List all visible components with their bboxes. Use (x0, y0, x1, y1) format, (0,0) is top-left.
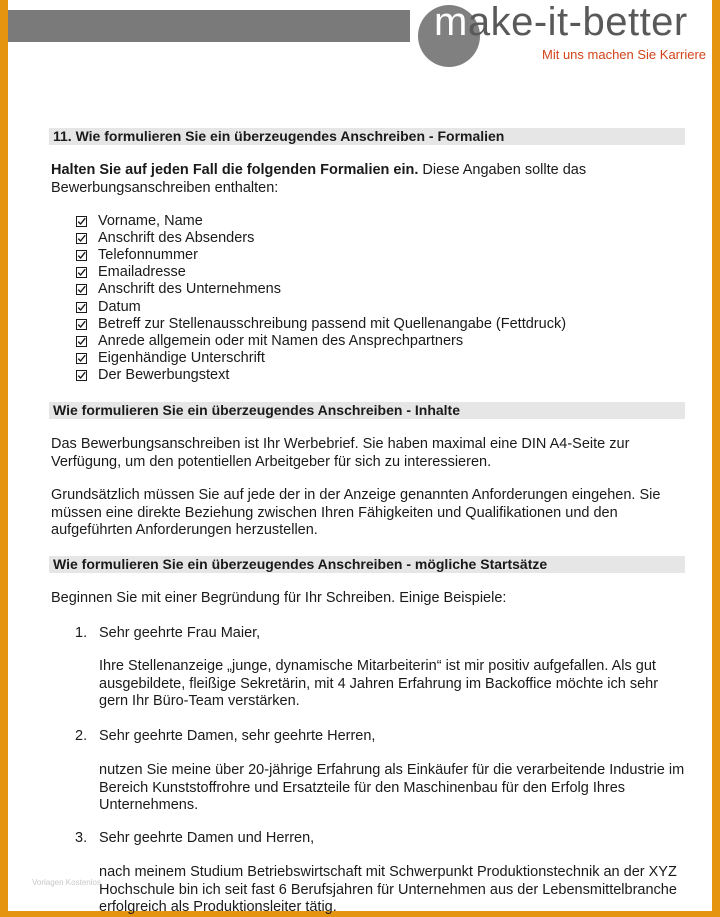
checked-checkbox-icon (76, 216, 87, 227)
inhalte-paragraph-2: Grundsätzlich müssen Sie auf jede der in der Anzeige genannten Anforderungen eingehen. Sie müssen eine direkte Beziehung zwischen Ihren Fähigkeiten und Qualifikationen und den aufgeführten Anforderungen herzustellen. (51, 487, 661, 538)
inhalte-paragraph-1: Das Bewerbungsanschreiben ist Ihr Werbebrief. Sie haben maximal eine DIN A4-Seite zur Verfügung, um den potentiellen Arbeitgeber für sich zu interessieren. (51, 436, 630, 470)
checklist-item-label: Eigenhändige Unterschrift (98, 349, 265, 366)
page-border-left (0, 0, 8, 917)
example-number: 1. (75, 625, 88, 641)
checked-checkbox-icon (76, 353, 87, 364)
example-number: 3. (75, 830, 88, 846)
checked-checkbox-icon (76, 319, 87, 330)
checklist-item-label: Anschrift des Absenders (98, 230, 255, 247)
checklist-item-label: Anschrift des Unternehmens (98, 281, 281, 298)
example-number: 2. (75, 728, 88, 744)
formalien-checklist (76, 213, 566, 384)
header-bar (8, 10, 410, 42)
section-heading-inhalte: Wie formulieren Sie ein überzeugendes Anschreiben - Inhalte (49, 402, 685, 419)
checklist-item-label: Vorname, Name (98, 213, 203, 230)
checked-checkbox-icon (76, 233, 87, 244)
section-heading-formalien: 11. Wie formulieren Sie ein überzeugendes Anschreiben - Formalien (49, 128, 685, 145)
checklist-item (76, 247, 566, 264)
checklist-item (76, 367, 566, 384)
checklist-item-label: Anrede allgemein oder mit Namen des Ansprechpartners (98, 332, 464, 349)
checked-checkbox-icon (76, 284, 87, 295)
checklist-item (76, 281, 566, 298)
checklist-item-label: Betreff zur Stellenausschreibung passend mit Quellenangabe (Fettdruck) (98, 315, 567, 332)
checklist-item (76, 264, 566, 281)
checklist-item (76, 316, 566, 333)
checklist-item-label: Telefonnummer (98, 247, 198, 264)
checked-checkbox-icon (76, 267, 87, 278)
checklist-item (76, 350, 566, 367)
example-salutation: Sehr geehrte Frau Maier, (99, 625, 261, 641)
checklist-item (76, 213, 566, 230)
checked-checkbox-icon (76, 370, 87, 381)
checklist-item (76, 230, 566, 247)
watermark: Vorlagen Kostenlos (32, 878, 101, 887)
checklist-item-label: Der Bewerbungstext (98, 366, 230, 383)
example-salutation: Sehr geehrte Damen, sehr geehrte Herren, (99, 728, 376, 744)
checklist-item-label: Emailadresse (98, 264, 186, 281)
checked-checkbox-icon (76, 336, 87, 347)
startsaetze-intro: Beginnen Sie mit einer Begründung für Ihr Schreiben. Einige Beispiele: (51, 590, 507, 606)
section-heading-startsaetze: Wie formulieren Sie ein überzeugendes Anschreiben - mögliche Startsätze (49, 556, 685, 573)
page-border-right (712, 0, 720, 917)
example-salutation: Sehr geehrte Damen und Herren, (99, 830, 315, 846)
example-body: nach meinem Studium Betriebswirtschaft mit Schwerpunkt Produktionstechnik an der XYZ Hochschule bin ich seit fast 6 Berufsjahren für Unternehmen aus der Lebensmittelbranche erfolgreich als Produktionsleiter tätig. (99, 864, 677, 915)
example-body: Ihre Stellenanzeige „junge, dynamische Mitarbeiterin“ ist mir positiv aufgefallen. Als gut ausgebildete, fleißige Sekretärin, mit 4 Jahren Erfahrung im Backoffice möchte ich sehr gern Ihr Büro-Team verstärken. (99, 658, 659, 709)
checked-checkbox-icon (76, 302, 87, 313)
intro-paragraph: Halten Sie auf jeden Fall die folgenden Formalien ein. Diese Angaben sollte das Bewerbungsanschreiben enthalten: (51, 162, 587, 196)
checked-checkbox-icon (76, 250, 87, 261)
checklist-item (76, 333, 566, 350)
checklist-item (76, 298, 566, 315)
logo-tagline: Mit uns machen Sie Karriere (542, 47, 707, 62)
example-body: nutzen Sie meine über 20-jährige Erfahrung als Einkäufer für die verarbeitende Industrie im Bereich Kunststoffrohre und Ersatzteile für den Maschinenbau für den Erfolg Ihres Unternehmens. (99, 762, 685, 813)
logo: make-it-better (434, 0, 688, 44)
checklist-item-label: Datum (98, 298, 141, 315)
